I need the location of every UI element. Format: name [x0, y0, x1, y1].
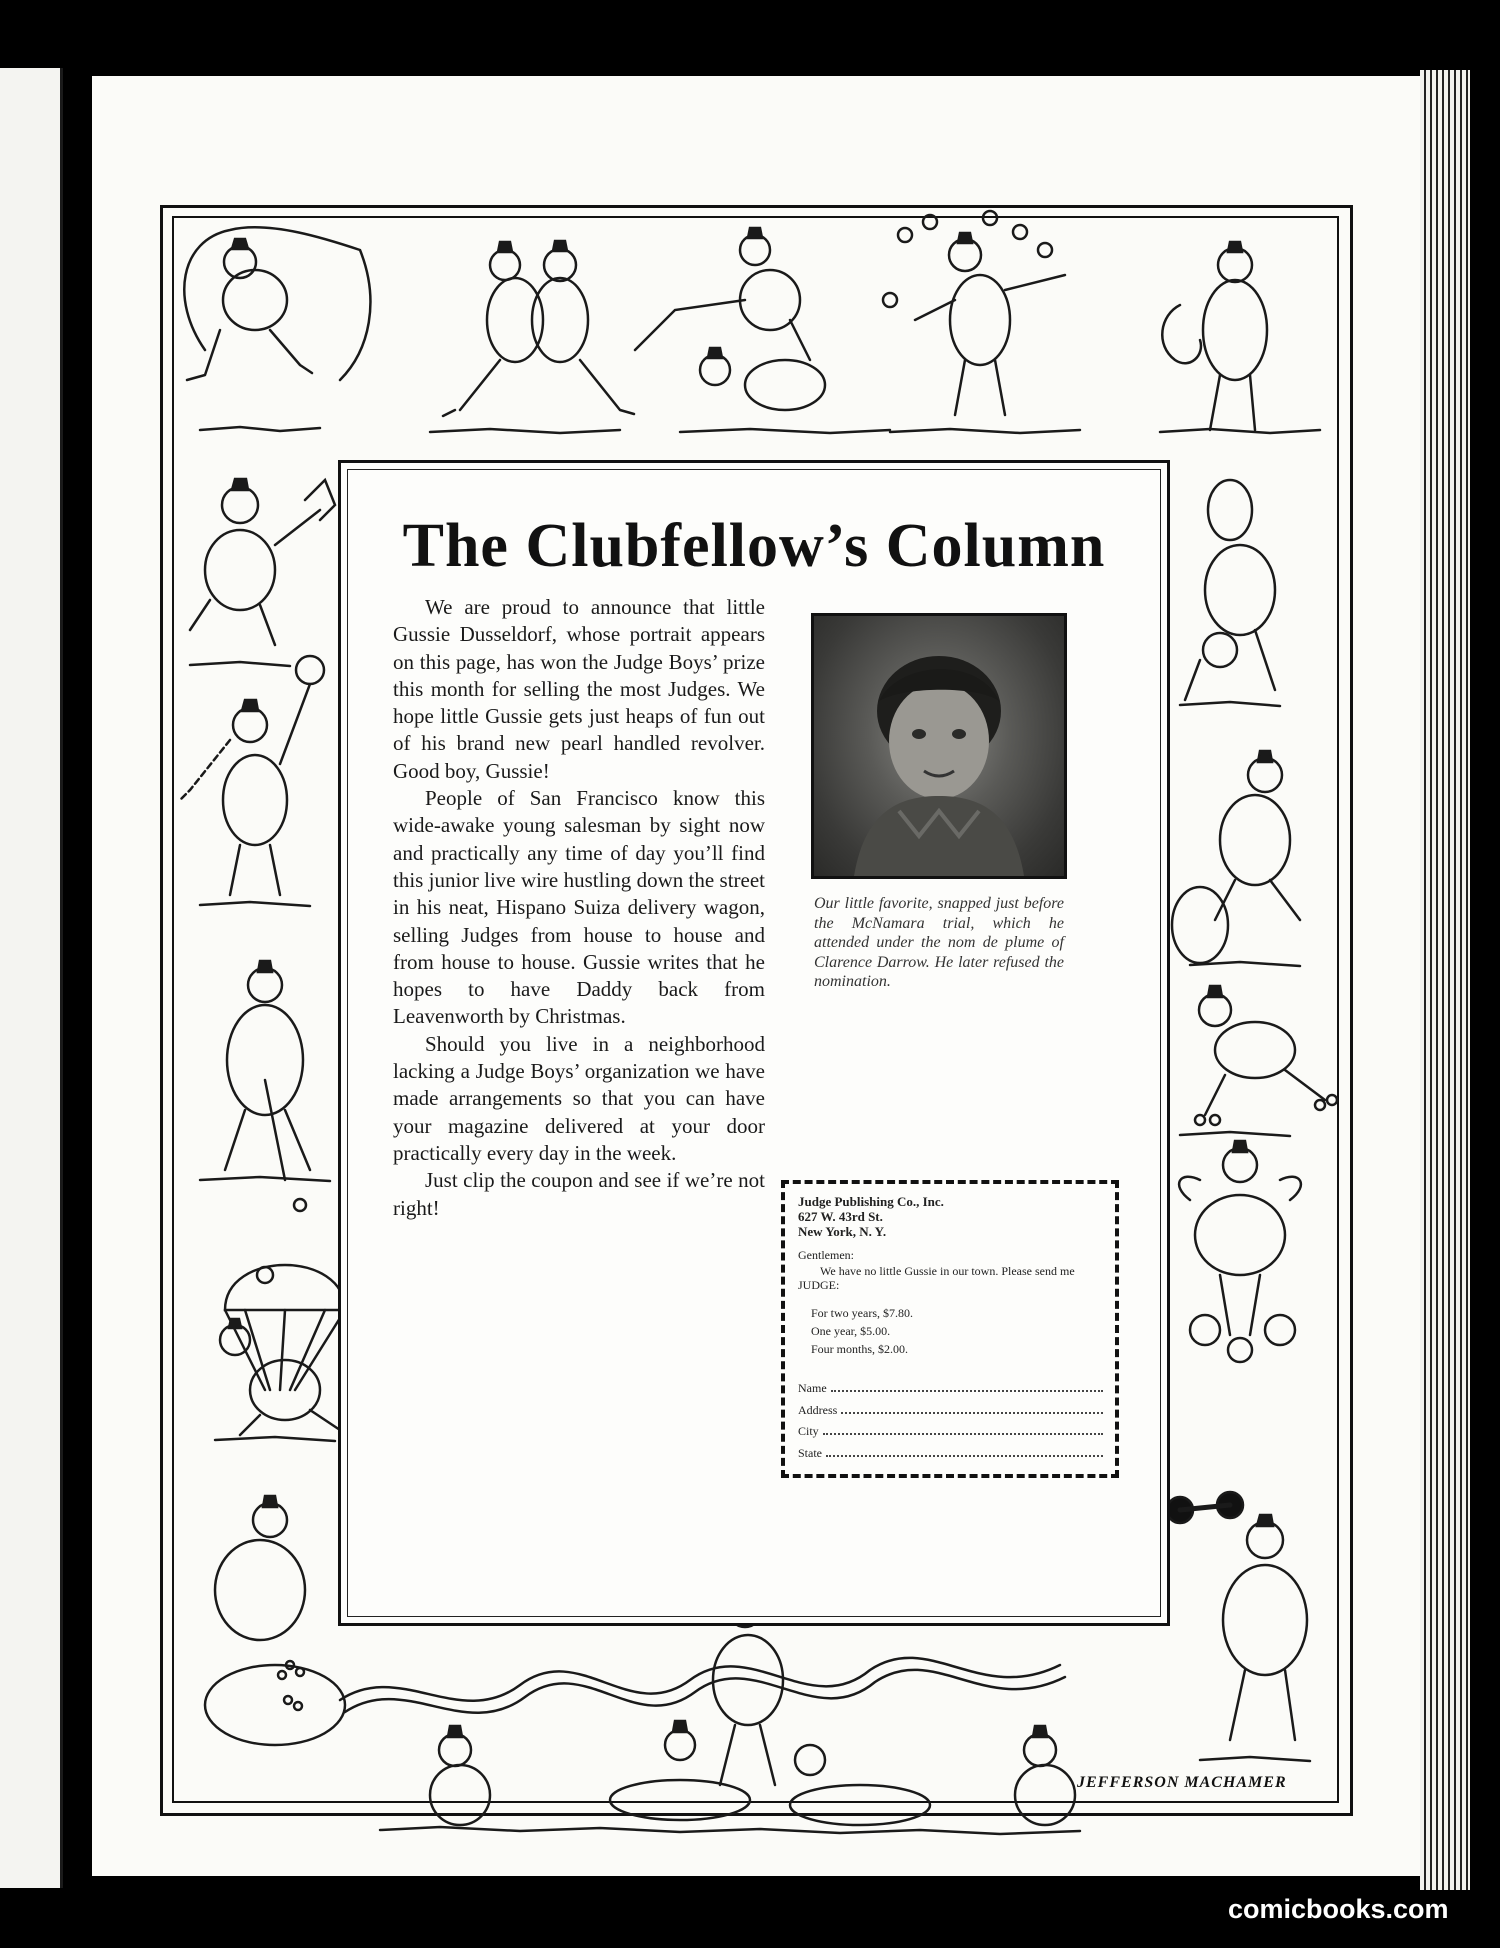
cartoon-golfer-figure — [200, 961, 330, 1211]
column-body — [393, 594, 765, 1222]
paragraph-san-francisco: People of San Francisco know this wide-awake young salesman by sight now and practically any time of day you’ll find this junior live wire hustling down the street in his neat, Hispano Suiza delivery wagon, selling Judges from house to house and from house to house. Gussie writes that he hopes to have Daddy back from Leavenworth by Christmas. — [393, 786, 765, 1029]
address-field[interactable] — [798, 1400, 1103, 1422]
cartoon-jump-rope-figure — [184, 227, 370, 431]
coupon-address-line: Judge Publishing Co., Inc. — [798, 1194, 944, 1209]
photo-caption: Our little favorite, snapped just before the McNamara trial, which he attended under the nom de plume of Clarence Darrow. He later refused the nomination. — [814, 895, 1064, 990]
cartoon-tricycle-figure — [1179, 1141, 1301, 1362]
city-field-line[interactable] — [823, 1423, 1103, 1435]
rate-option[interactable]: Four months, $2.00. — [811, 1342, 909, 1356]
column-panel — [338, 460, 1170, 1626]
coupon-address — [798, 1194, 944, 1239]
boy-portrait-illustration — [814, 616, 1064, 876]
state-field-line[interactable] — [826, 1445, 1103, 1457]
coupon-rates — [811, 1304, 913, 1358]
address-field-label: Address — [798, 1402, 838, 1417]
cartoon-leapfrog-figures — [635, 228, 890, 433]
city-field[interactable] — [798, 1421, 1103, 1443]
state-field-label: State — [798, 1445, 822, 1460]
name-field-line[interactable] — [831, 1380, 1103, 1392]
artist-signature: JEFFERSON MACHAMER — [1077, 1774, 1287, 1791]
coupon-salutation: Gentlemen: — [798, 1248, 854, 1262]
coupon-message: We have no little Gussie in our town. Please send me JUDGE: — [798, 1264, 1075, 1292]
site-watermark: comicbooks.com — [1228, 1894, 1449, 1924]
coupon-address-line: 627 W. 43rd St. — [798, 1209, 883, 1224]
cartoon-hoop-figure — [1172, 751, 1300, 966]
address-field-line[interactable] — [841, 1402, 1103, 1414]
cartoon-batter-figure — [190, 479, 335, 666]
cartoon-roller-skater — [1180, 986, 1337, 1136]
cartoon-weightlifter — [1167, 1492, 1310, 1761]
cartoon-marbles-figure — [205, 1496, 345, 1745]
cartoon-parachute-figure — [215, 1265, 345, 1441]
name-field[interactable] — [798, 1378, 1103, 1400]
cartoon-balloon-figure — [180, 656, 324, 906]
cartoon-juggler — [883, 211, 1080, 433]
paragraph-neighborhood: Should you live in a neighborhood lacking a Judge Boys’ organization we have made arrangements so that you can have your magazine delivered at your door practically every day in the week. — [393, 1031, 765, 1165]
cartoon-handstand-figure — [1180, 480, 1280, 706]
rate-option[interactable]: For two years, $7.80. — [811, 1306, 913, 1320]
subscription-coupon[interactable] — [781, 1180, 1119, 1478]
cartoon-saxophone-player — [1160, 242, 1320, 433]
column-title: The Clubfellow’s Column — [402, 512, 1106, 580]
paragraph-clip-coupon: Just clip the coupon and see if we’re not right! — [393, 1168, 765, 1220]
paragraph-announcement: We are proud to announce that little Gussie Dusseldorf, whose portrait appears on this page, has won the Judge Boys’ prize this month for selling the most Judges. We hope little Gussie gets just heaps of fun out of his brand new pearl handled revolver. Good boy, Gussie! — [393, 595, 765, 783]
rate-option[interactable]: One year, $5.00. — [811, 1324, 891, 1338]
cartoon-dancing-couple — [430, 241, 634, 433]
coupon-fields — [798, 1378, 1103, 1464]
name-field-label: Name — [798, 1381, 827, 1395]
state-field[interactable] — [798, 1443, 1103, 1465]
city-field-label: City — [798, 1424, 819, 1438]
coupon-address-line: New York, N. Y. — [798, 1224, 887, 1239]
portrait-photo — [811, 613, 1067, 879]
